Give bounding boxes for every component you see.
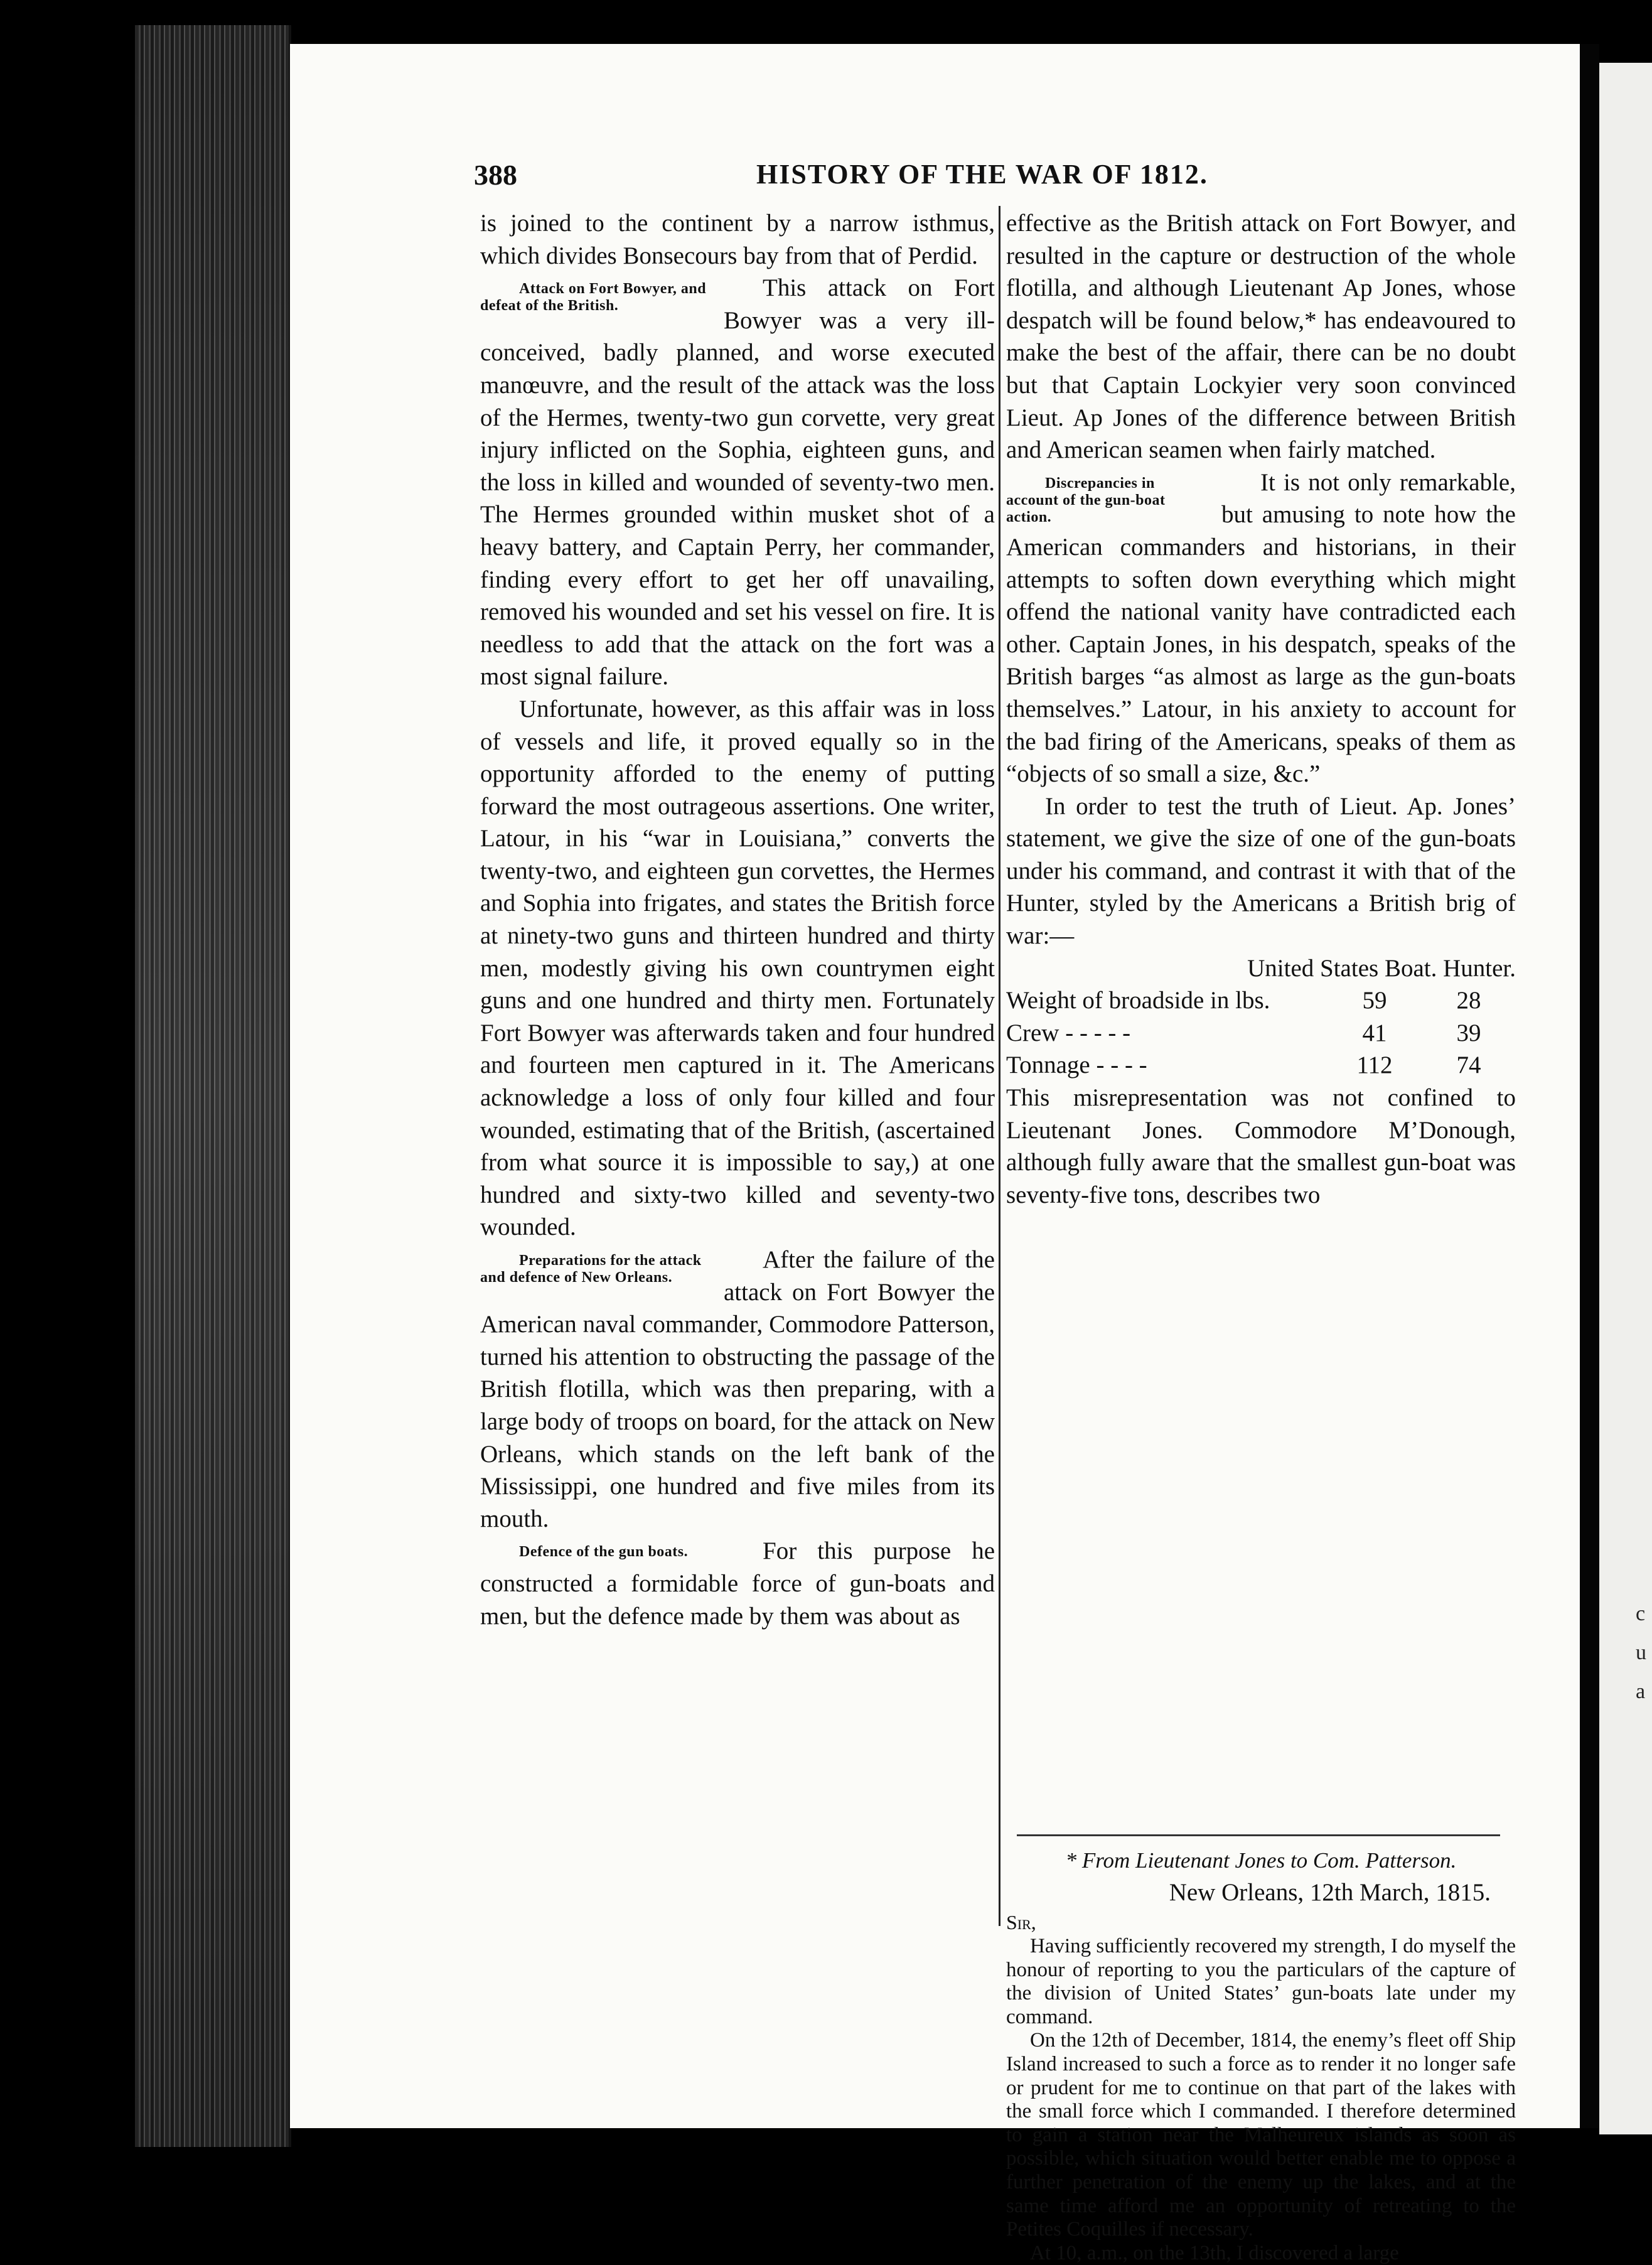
footnote-reference: * From Lieutenant Jones to Com. Patterson. <box>1065 1848 1457 1873</box>
paragraph: is joined to the continent by a narrow isthmus, which divides Bonsecours bay from that of Perdid. <box>480 210 995 269</box>
table-row-label: Weight of broadside in lbs. <box>1006 987 1270 1014</box>
table-row-label: Tonnage - - - - <box>1006 1052 1147 1079</box>
paragraph <box>480 1535 995 1632</box>
adjacent-page-marks: c u a <box>1636 1602 1646 1703</box>
table-cell: 112 <box>1356 1052 1393 1079</box>
footnote-paragraph: Having sufficiently recovered my strength, I do myself the honour of reporting to you the particulars of the capture of the division of United States’ gun-boats late under my command. <box>1006 1935 1516 2028</box>
page-number: 388 <box>474 159 517 191</box>
left-column <box>480 207 995 1632</box>
book-spine-edge <box>135 25 291 2147</box>
footnote-salutation: Sir, <box>1006 1911 1036 1934</box>
column-divider <box>999 206 1000 1926</box>
paragraph-text: It is not only remarkable, but amusing to note how the American commanders and historians, in their attempts to soften down everything which might offend the national vanity have contradicted each other. Captain Jones, in his despatch, speaks of the British barges “as almost as large as the gun-boats themselves.” Latour, in his anxiety to account for the bad firing of the Americans, speaks of them as “objects of so small a size, &c.” <box>1006 468 1516 788</box>
paragraph: This misrepresentation was not confined to Lieutenant Jones. Commodore M’Donough, although fully aware that the smallest gun-boat was seventy-five tons, describes two <box>1006 1084 1516 1208</box>
side-note: Attack on Fort Bowyer, and defeat of the British. <box>480 281 707 315</box>
table-cell: 59 <box>1362 987 1387 1014</box>
running-title: HISTORY OF THE WAR OF 1812. <box>756 159 1208 190</box>
side-note: Defence of the gun boats. <box>519 1544 689 1561</box>
table-cell: 28 <box>1456 987 1481 1014</box>
paragraph <box>480 272 995 693</box>
footnote-rule <box>1017 1834 1500 1836</box>
paragraph: In order to test the truth of Lieut. Ap. Jones’ statement, we give the size of one of the gun-boats under his command, and contrast it with that of the Hunter, styled by the Americans a British brig of war:— <box>1006 792 1516 950</box>
table-cell: 74 <box>1456 1052 1481 1079</box>
paragraph-text: After the failure of the attack on Fort Bowyer the American naval commander, Commodore Patterson, turned his attention to obstructing the passage of the British flotilla, which was then preparing, with a large body of troops on board, for the attack on New Orleans, which stands on the left bank of the Mississippi, one hundred and five miles from its mouth. <box>480 1246 995 1532</box>
comparison-table <box>1006 952 1516 1082</box>
paragraph <box>1006 466 1516 790</box>
footnote-dateline: New Orleans, 12th March, 1815. <box>1169 1879 1491 1906</box>
right-column <box>1006 207 1516 1211</box>
footnote-body <box>1006 1910 1516 2265</box>
footnote-paragraph: At 10, a.m., on the 13th, I discovered a large <box>1030 2241 1399 2264</box>
paragraph: effective as the British attack on Fort Bowyer, and resulted in the capture or destruction of the whole flotilla, and although Lieutenant Ap Jones, whose despatch will be found below,* has endeavoured to make the best of the affair, there can be no doubt but that Captain Lockyier very soon convinced Lieut. Ap Jones of the difference between British and American seamen when fairly matched. <box>1006 210 1516 464</box>
adjacent-page-edge <box>1599 63 1652 2134</box>
side-note: Discrepancies in account of the gun-boat action. <box>1006 475 1166 525</box>
page-gutter-shadow <box>1580 44 1599 2128</box>
paragraph-text: This attack on Fort Bowyer was a very ill-conceived, badly planned, and worse executed manœuvre, and the result of the attack was the loss of the Hermes, twenty-two gun corvette, very great injury inflicted on the Sophia, eighteen guns, and the loss in killed and wounded of seventy-two men. The Hermes grounded within musket shot of a heavy battery, and Captain Perry, her commander, finding every effort to get her off unavailing, removed his wounded and set his vessel on fire. It is needless to add that the attack on the fort was a most signal failure. <box>480 274 995 691</box>
footnote-paragraph: On the 12th of December, 1814, the enemy’s fleet off Ship Island increased to such a force as to render it no longer safe or prudent for me to continue on that part of the lakes with the small force which I commanded. I therefore determined to gain a station near the Malheureux islands as soon as possible, which situation would better enable me to oppose a further penetration of the enemy up the lakes, and at the same time afford me an opportunity of retreating to the Petites Coquilles if necessary. <box>1006 2029 1516 2241</box>
table-row-label: Crew - - - - - <box>1006 1019 1131 1046</box>
paragraph: Unfortunate, however, as this affair was in loss of vessels and life, it proved equally so in the opportunity afforded to the enemy of putting forward the most outrageous assertions. One writer, Latour, in his “war in Louisiana,” converts the twenty-two, and eighteen gun corvettes, the Hermes and Sophia into frigates, and states the British force at ninety-two guns and thirteen hundred and thirty men, modestly giving his own countrymen eight guns and one hundred and thirty men. Fortunately Fort Bowyer was afterwards taken and four hundred and fourteen men captured in it. The Americans acknowledge a loss of only four killed and four wounded, estimating that of the British, (ascertained from what source it is impossible to say,) at one hundred and sixty-two killed and seventy-two wounded. <box>480 695 995 1241</box>
paragraph-text: For this purpose he constructed a formidable force of gun-boats and men, but the defence made by them was about as <box>480 1537 995 1630</box>
table-header: United States Boat. Hunter. <box>1247 954 1516 982</box>
table-cell: 41 <box>1362 1019 1387 1046</box>
paragraph <box>480 1244 995 1535</box>
side-note: Preparations for the attack and defence of New Orleans. <box>480 1252 702 1286</box>
table-cell: 39 <box>1456 1019 1481 1046</box>
footnote <box>1006 1846 1516 2265</box>
